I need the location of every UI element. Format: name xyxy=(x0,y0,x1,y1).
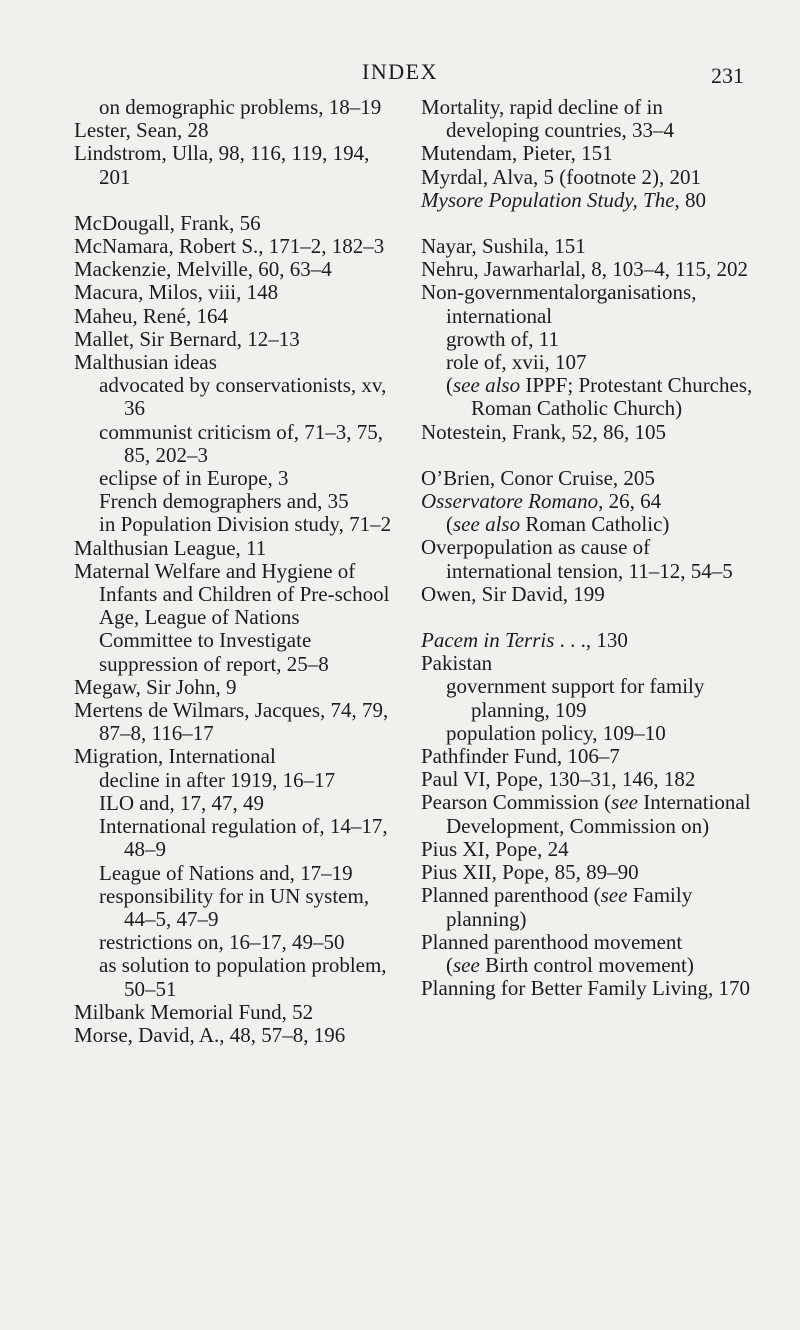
index-entry xyxy=(421,745,761,768)
entry-text: Notestein, Frank, 52, 86, 105 xyxy=(421,419,666,444)
entry-gap xyxy=(421,444,761,467)
index-entry xyxy=(74,351,394,374)
index-entry xyxy=(421,652,761,675)
entry-text: Owen, Sir David, 199 xyxy=(421,581,605,606)
entry-text: Planning for Better Family Living, 170 xyxy=(421,976,750,1001)
entry-text: in Population Division study, 71–2 xyxy=(99,512,392,537)
entry-italic-text: see also xyxy=(453,373,521,398)
entry-italic-text: Osservatore Romano xyxy=(421,489,599,514)
index-subentry xyxy=(74,862,394,885)
entry-text: government support for family planning, 109 xyxy=(446,674,705,722)
entry-text: Family planning) xyxy=(446,883,693,931)
index-entry xyxy=(421,189,761,212)
entry-text: Nayar, Sushila, 151 xyxy=(421,234,586,259)
entry-text: Mackenzie, Melville, 60, 63–4 xyxy=(74,257,332,282)
entry-text: Lester, Sean, 28 xyxy=(74,118,209,143)
index-entry xyxy=(421,536,761,582)
index-entry xyxy=(421,977,761,1000)
entry-text: Birth control movement) xyxy=(479,952,694,977)
entry-text: Maheu, René, 164 xyxy=(74,303,228,328)
index-entry xyxy=(74,328,394,351)
entry-text: restrictions on, 16–17, 49–50 xyxy=(99,930,345,955)
entry-text: as solution to population problem, 50–51 xyxy=(99,953,387,1001)
entry-italic-text: see xyxy=(600,883,628,908)
index-subentry xyxy=(74,885,394,931)
entry-text: Mertens de Wilmars, Jacques, 74, 79, 87–8, 116–17 xyxy=(74,698,389,746)
entry-text: . . ., 130 xyxy=(554,628,628,653)
index-subentry xyxy=(74,96,394,119)
entry-text: International regulation of, 14–17, 48–9 xyxy=(99,814,388,862)
entry-text: Overpopulation as cause of international tension, 11–12, 54–5 xyxy=(421,535,733,583)
index-entry xyxy=(74,258,394,281)
entry-text: Nehru, Jawarharlal, 8, 103–4, 115, 202 xyxy=(421,257,748,282)
entry-text: Pakistan xyxy=(421,651,493,676)
entry-italic-text: see xyxy=(611,790,638,815)
index-column-left xyxy=(74,96,394,1047)
entry-prefix: ( xyxy=(446,373,453,398)
index-subentry xyxy=(74,653,394,676)
entry-text: ILO and, 17, 47, 49 xyxy=(99,790,265,815)
entry-text: Mortality, rapid decline of in developing countries, 33–4 xyxy=(421,95,675,143)
entry-text: Milbank Memorial Fund, 52 xyxy=(74,999,314,1024)
running-head-title: INDEX xyxy=(362,59,438,84)
entry-gap xyxy=(74,189,394,212)
entry-text: Mallet, Sir Bernard, 12–13 xyxy=(74,326,300,351)
entry-text: O’Brien, Conor Cruise, 205 xyxy=(421,465,655,490)
entry-text: Lindstrom, Ulla, 98, 116, 119, 194, 201 xyxy=(74,141,370,189)
entry-text: population policy, 109–10 xyxy=(446,720,666,745)
index-entry xyxy=(74,699,394,745)
entry-text: suppression of report, 25–8 xyxy=(99,651,329,676)
entry-text: on demographic problems, 18–19 xyxy=(99,95,382,119)
index-entry xyxy=(421,791,761,837)
index-entry xyxy=(74,212,394,235)
entry-text: decline in after 1919, 16–17 xyxy=(99,767,336,792)
entry-italic-text: Mysore Population Study, The xyxy=(421,187,675,212)
index-column-right xyxy=(421,96,761,1000)
index-subentry xyxy=(74,467,394,490)
entry-text: McDougall, Frank, 56 xyxy=(74,210,261,235)
entry-text: Macura, Milos, viii, 148 xyxy=(74,280,279,305)
index-entry xyxy=(421,166,761,189)
entry-text: Malthusian ideas xyxy=(74,350,217,375)
index-entry xyxy=(421,467,761,490)
entry-text: Pius XII, Pope, 85, 89–90 xyxy=(421,860,639,885)
entry-italic-text: Pacem in Terris xyxy=(421,628,555,653)
page-number: 231 xyxy=(711,63,744,88)
index-entry xyxy=(421,629,761,652)
entry-text: Malthusian League, 11 xyxy=(74,535,267,560)
entry-text: IPPF; Protestant Churches, Roman Catholic Church) xyxy=(471,373,753,421)
entry-text: Pius XI, Pope, 24 xyxy=(421,836,569,861)
index-subentry xyxy=(421,374,761,420)
index-subentry xyxy=(421,351,761,374)
entry-text: Paul VI, Pope, 130–31, 146, 182 xyxy=(421,767,696,792)
running-header xyxy=(0,47,800,87)
index-entry xyxy=(74,119,394,142)
index-subentry xyxy=(421,328,761,351)
entry-text: , 26, 64 xyxy=(598,489,662,514)
entry-text: Mutendam, Pieter, 151 xyxy=(421,141,613,166)
index-entry xyxy=(421,96,761,142)
index-subentry xyxy=(74,931,394,954)
entry-text: Non-governmentalorganisations, international xyxy=(421,280,697,328)
index-subentry xyxy=(74,815,394,861)
index-subentry xyxy=(421,513,761,536)
entry-text: Morse, David, A., 48, 57–8, 196 xyxy=(74,1022,346,1047)
entry-text: responsibility for in UN system, 44–5, 47–9 xyxy=(99,883,370,931)
index-entry xyxy=(74,537,394,560)
entry-text: role of, xvii, 107 xyxy=(446,350,587,375)
entry-prefix: ( xyxy=(446,952,453,977)
index-entry xyxy=(421,583,761,606)
entry-text: French demographers and, 35 xyxy=(99,489,349,514)
entry-text: Planned parenthood movement xyxy=(421,929,683,954)
index-entry xyxy=(74,1001,394,1024)
index-subentry xyxy=(74,421,394,467)
entry-prefix: Pearson Commission ( xyxy=(421,790,612,815)
entry-prefix: ( xyxy=(446,512,453,537)
index-entry xyxy=(421,142,761,165)
entry-text: communist criticism of, 71–3, 75, 85, 202–3 xyxy=(99,419,384,467)
index-subentry xyxy=(74,792,394,815)
index-entry xyxy=(74,1024,394,1047)
index-entry xyxy=(421,235,761,258)
index-entry xyxy=(421,931,761,954)
index-subentry xyxy=(74,490,394,513)
index-subentry xyxy=(74,374,394,420)
entry-italic-text: see also xyxy=(453,512,521,537)
entry-text: eclipse of in Europe, 3 xyxy=(99,466,289,491)
index-entry xyxy=(421,281,761,327)
index-subentry xyxy=(74,954,394,1000)
entry-text: Migration, International xyxy=(74,744,276,769)
index-subentry xyxy=(421,675,761,721)
entry-text: International Development, Commission on) xyxy=(446,790,751,838)
index-entry xyxy=(74,560,394,653)
index-subentry xyxy=(74,769,394,792)
entry-text: Pathfinder Fund, 106–7 xyxy=(421,744,620,769)
entry-text: Maternal Welfare and Hygiene of Infants and Children of Pre-school Age, League of Nations Committee to Investigate xyxy=(74,558,390,653)
index-subentry xyxy=(74,513,394,536)
index-entry xyxy=(421,490,761,513)
index-entry xyxy=(421,258,761,281)
entry-prefix: Planned parenthood ( xyxy=(421,883,601,908)
index-entry xyxy=(421,421,761,444)
entry-text: League of Nations and, 17–19 xyxy=(99,860,353,885)
index-entry xyxy=(74,676,394,699)
index-entry xyxy=(74,142,394,188)
index-entry xyxy=(74,305,394,328)
index-entry xyxy=(74,281,394,304)
index-entry xyxy=(421,884,761,930)
entry-text: , 80 xyxy=(674,187,707,212)
entry-text: advocated by conservationists, xv, 36 xyxy=(99,373,387,421)
index-entry xyxy=(421,861,761,884)
entry-text: Roman Catholic) xyxy=(520,512,670,537)
index-subentry xyxy=(421,954,761,977)
index-entry xyxy=(74,745,394,768)
entry-gap xyxy=(421,606,761,629)
entry-text: Megaw, Sir John, 9 xyxy=(74,674,237,699)
index-subentry xyxy=(421,722,761,745)
entry-text: growth of, 11 xyxy=(446,326,559,351)
entry-text: Myrdal, Alva, 5 (footnote 2), 201 xyxy=(421,164,701,189)
entry-italic-text: see xyxy=(453,952,480,977)
entry-gap xyxy=(421,212,761,235)
entry-text: McNamara, Robert S., 171–2, 182–3 xyxy=(74,234,385,259)
index-entry xyxy=(421,838,761,861)
index-entry xyxy=(421,768,761,791)
index-entry xyxy=(74,235,394,258)
